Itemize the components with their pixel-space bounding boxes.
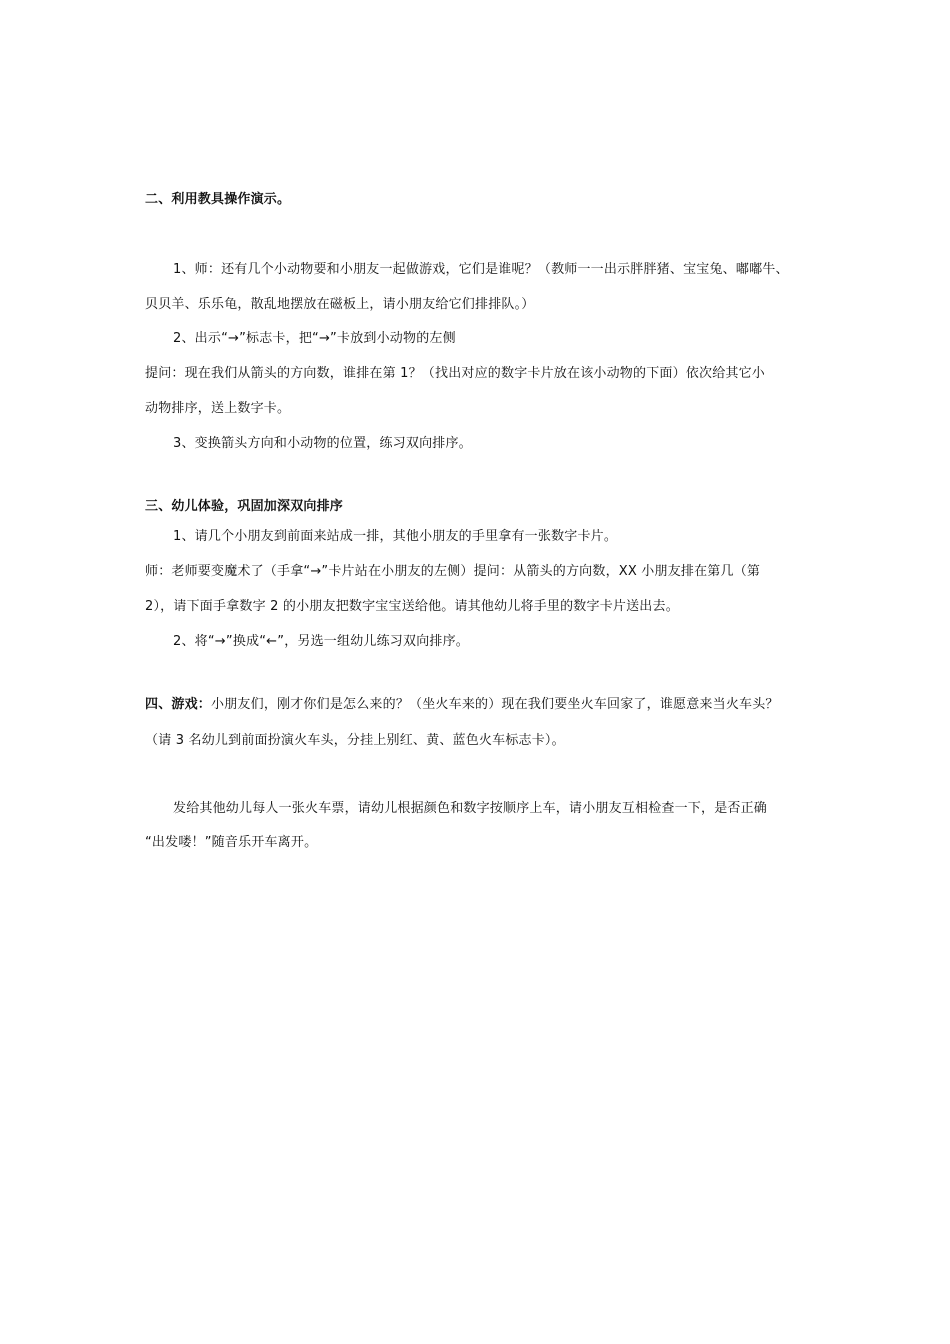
section-2-paragraph-3-line-1: 提问：现在我们从箭头的方向数，谁排在第 1？（找出对应的数字卡片放在该小动物的下面）依次给其它小 [145, 366, 766, 381]
section-4-line-1 [145, 695, 815, 715]
section-3-paragraph-2-line-2: 2），请下面手拿数字 2 的小朋友把数字宝宝送给他。请其他幼儿将手里的数字卡片送出去。 [145, 599, 679, 614]
section-4-paragraph-2-line-2: “出发喽！”随音乐开车离开。 [145, 835, 318, 850]
section-2-paragraph-2: 2、出示“→”标志卡，把“→”卡放到小动物的左侧 [173, 331, 456, 346]
section-2-paragraph-4: 3、变换箭头方向和小动物的位置，练习双向排序。 [173, 436, 472, 451]
section-2-heading: 二、利用教具操作演示。 [145, 192, 291, 207]
section-4-line-2: （请 3 名幼儿到前面扮演火车头，分挂上别红、黄、蓝色火车标志卡）。 [145, 733, 565, 748]
section-4-label: 四、游戏： [145, 697, 212, 712]
section-4-paragraph-2-line-1: 发给其他幼儿每人一张火车票，请幼儿根据颜色和数字按顺序上车，请小朋友互相检查一下，是否正确 [173, 801, 768, 816]
section-3-paragraph-1: 1、请几个小朋友到前面来站成一排，其他小朋友的手里拿有一张数字卡片。 [173, 529, 618, 544]
section-2-paragraph-1-line-2: 贝贝羊、乐乐龟，散乱地摆放在磁板上，请小朋友给它们排排队。） [145, 297, 535, 312]
section-4-line-1-text: 小朋友们，刚才你们是怎么来的？（坐火车来的）现在我们要坐火车回家了，谁愿意来当火车头？ [211, 697, 779, 712]
section-3-heading: 三、幼儿体验，巩固加深双向排序 [145, 499, 344, 514]
section-3-paragraph-2-line-1: 师：老师要变魔术了（手拿“→”卡片站在小朋友的左侧）提问：从箭头的方向数，XX 小朋友排在第几（第 [145, 564, 761, 579]
section-3-paragraph-3: 2、将“→”换成“←”，另选一组幼儿练习双向排序。 [173, 634, 469, 649]
section-2-paragraph-1-line-1: 1、师：还有几个小动物要和小朋友一起做游戏，它们是谁呢？（教师一一出示胖胖猪、宝宝兔、嘟嘟牛、 [173, 262, 789, 277]
section-2-paragraph-3-line-2: 动物排序，送上数字卡。 [145, 401, 291, 416]
